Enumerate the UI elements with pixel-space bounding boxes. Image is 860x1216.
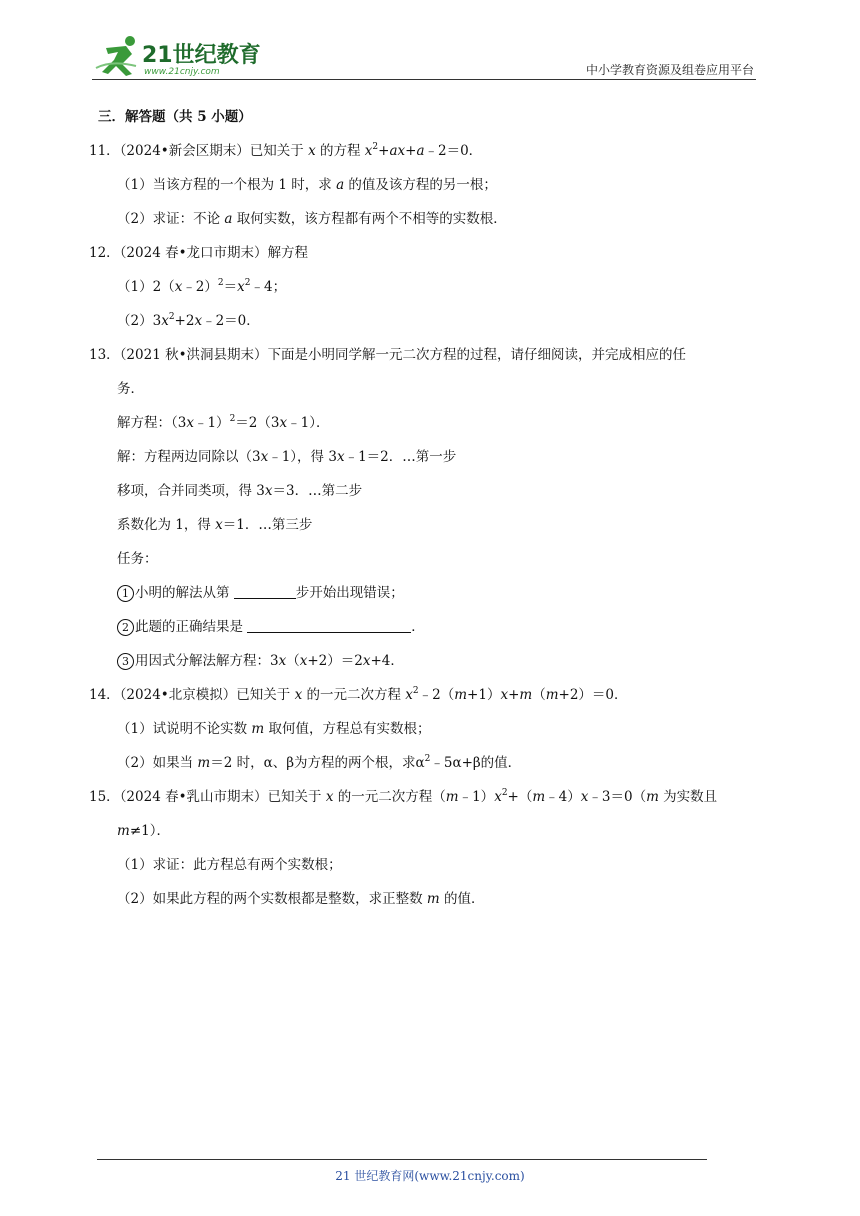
exponent: 2	[244, 278, 251, 288]
var: x	[237, 279, 245, 295]
text: （1）当该方程的一个根为 1 时，求	[117, 177, 337, 193]
logo-text: 21世纪教育	[142, 43, 261, 68]
question-11	[89, 134, 763, 236]
question-14	[89, 678, 763, 780]
text: （	[286, 653, 300, 669]
text: ﹣1）	[193, 415, 230, 431]
text: 移项，合并同类项，得 3	[117, 483, 265, 499]
var: a	[336, 177, 345, 193]
var: x	[294, 687, 303, 703]
var: a	[416, 143, 425, 159]
text: 小明的解法从第	[135, 585, 234, 601]
var: x	[215, 517, 223, 533]
text: ﹣4）	[545, 789, 581, 805]
text: （2）3	[117, 313, 162, 329]
text: 解：方程两边同除以（3	[117, 449, 261, 465]
text: 的值．	[439, 891, 485, 907]
var: x	[299, 653, 308, 669]
var: x	[362, 653, 371, 669]
text: ＝	[223, 279, 238, 295]
question-14-stem	[89, 678, 763, 712]
text: 步开始出现错误；	[295, 585, 404, 601]
var: x	[500, 687, 509, 703]
var: x	[405, 687, 413, 703]
text: ＝1．…第三步	[222, 517, 313, 533]
var: x	[174, 279, 183, 295]
var: a	[224, 211, 233, 227]
question-13-equation	[103, 406, 763, 440]
question-15-stem	[89, 780, 763, 814]
text: 的一元二次方程（	[333, 789, 446, 805]
question-13-step-3	[103, 508, 763, 542]
question-12-stem	[89, 236, 763, 270]
question-number: 14．	[89, 687, 120, 703]
var: x	[264, 483, 273, 499]
footer-link[interactable]: 21 世纪教育网(www.21cnjy.com)	[335, 1169, 525, 1183]
exponent: 2	[168, 312, 175, 322]
text: 的方程	[315, 143, 365, 159]
header-divider	[92, 79, 756, 80]
question-source: （2024 春•龙口市期末）	[119, 245, 268, 261]
question-13-stem-cont: 务．	[117, 381, 144, 397]
question-14-part-1	[103, 712, 763, 746]
text: （1）试说明不论实数	[117, 721, 252, 737]
question-13-task-label: 任务：	[117, 551, 158, 567]
var: x	[494, 789, 502, 805]
document-content	[89, 100, 763, 916]
var: x	[325, 789, 334, 805]
text: ﹣1）	[458, 789, 495, 805]
exponent: 2	[501, 788, 508, 798]
text: （2）求证：不论	[117, 211, 225, 227]
question-13-step-1	[103, 440, 763, 474]
text: 解方程：（3	[117, 415, 187, 431]
question-source: （2024 春•乳山市期末）	[119, 789, 268, 805]
text: ﹣2＝0．	[202, 313, 260, 329]
text: ≠1）．	[129, 823, 170, 839]
question-14-part-2	[103, 746, 763, 780]
question-source: （2021 秋•洪洞县期末）	[119, 347, 268, 363]
text: ﹣2（	[418, 687, 455, 703]
text: ﹣1＝2．…第一步	[344, 449, 457, 465]
text: 下面是小明同学解一元二次方程的过程，请仔细阅读，并完成相应的任	[267, 347, 687, 363]
footer-divider	[97, 1159, 707, 1160]
question-12-part-1	[103, 270, 763, 304]
text: +	[508, 687, 520, 703]
question-11-stem: 11．（2024•新会区期末）已知关于 x 的方程 $x^2+ax+a﹣2=0$．	[89, 142, 483, 159]
var: m	[251, 721, 265, 737]
text: ﹣3＝0（	[588, 789, 647, 805]
text: 已知关于	[249, 143, 309, 159]
text: +4．	[370, 653, 404, 669]
question-15-part-1: （1）求证：此方程总有两个实数根；	[117, 857, 342, 873]
section-title: 三．解答题（共 5 小题）	[98, 109, 252, 125]
text: +2）＝2	[307, 653, 363, 669]
answer-blank[interactable]	[247, 618, 411, 633]
text: 的一元二次方程	[302, 687, 406, 703]
text: 用因式分解法解方程：3	[135, 653, 279, 669]
text: （1）2（	[117, 279, 175, 295]
question-15-stem-cont	[103, 814, 763, 848]
text: ﹣5α+β的值．	[430, 755, 522, 771]
var: m	[454, 687, 468, 703]
text: ＝2（3	[235, 415, 280, 431]
header-platform-text: 中小学教育资源及组卷应用平台	[585, 63, 754, 77]
text: ﹣4；	[250, 279, 287, 295]
text: 已知关于	[236, 687, 295, 703]
question-11-part-2	[103, 202, 763, 236]
logo	[92, 30, 262, 80]
var: m	[545, 687, 559, 703]
question-12-part-2	[103, 304, 763, 338]
var: m	[445, 789, 459, 805]
text: ﹣1）．	[287, 415, 330, 431]
text: 取何实数，该方程都有两个不相等的实数根．	[232, 211, 507, 227]
text: 取何值，方程总有实数根；	[264, 721, 431, 737]
text: ﹣1），得 3	[268, 449, 337, 465]
text: 解方程	[267, 245, 309, 261]
question-11-part-1	[103, 168, 763, 202]
question-13-step-2	[103, 474, 763, 508]
var: m	[426, 891, 440, 907]
text: ＝3．…第二步	[272, 483, 363, 499]
var: x	[580, 789, 589, 805]
question-source: （2024•新会区期末）	[119, 143, 250, 159]
question-number: 15．	[89, 789, 120, 805]
var: x	[194, 313, 203, 329]
question-source: （2024•北京模拟）	[119, 687, 237, 703]
answer-blank[interactable]	[234, 584, 296, 599]
question-number: 13．	[89, 347, 120, 363]
text: +1）	[467, 687, 501, 703]
question-number: 11．	[89, 143, 120, 159]
text: ＝0．	[446, 143, 483, 159]
exponent: 2	[372, 142, 379, 152]
text: ＝2 时，α、β为方程的两个根，求α	[210, 755, 425, 771]
question-13-stem	[89, 338, 763, 372]
var: x	[364, 143, 373, 159]
text: 系数化为 1，得	[117, 517, 216, 533]
exponent: 2	[424, 754, 431, 764]
var: x	[279, 415, 288, 431]
text: 为实数且	[658, 789, 718, 805]
question-13	[89, 338, 763, 678]
text: （	[532, 687, 546, 703]
var: m	[519, 687, 533, 703]
text: 此题的正确结果是	[135, 619, 248, 635]
circled-number-icon: 3	[117, 653, 134, 670]
var: ax	[389, 143, 406, 159]
var: x	[161, 313, 169, 329]
var: x	[260, 449, 269, 465]
question-15-part-2	[103, 882, 763, 916]
exponent: 2	[412, 686, 419, 696]
var: m	[532, 789, 546, 805]
text: ﹣2）	[182, 279, 218, 295]
var: m	[646, 789, 659, 805]
question-13-task-3	[103, 644, 763, 678]
text: +（	[507, 789, 533, 805]
var: x	[278, 653, 287, 669]
logo-url: www.21cnjy.com	[144, 67, 220, 77]
text: 已知关于	[267, 789, 326, 805]
text: ．	[411, 619, 425, 635]
var: x	[308, 143, 316, 159]
exponent: 2	[217, 278, 224, 288]
var: x	[186, 415, 194, 431]
exponent: 2	[229, 414, 236, 424]
question-15	[89, 780, 763, 916]
question-13-task-2	[103, 610, 763, 644]
question-12	[89, 236, 763, 338]
circled-number-icon: 2	[117, 619, 134, 636]
circled-number-icon: 1	[117, 585, 134, 602]
text: （2）如果此方程的两个实数根都是整数，求正整数	[117, 891, 427, 907]
text: （2）如果当	[117, 755, 198, 771]
question-13-task-1	[103, 576, 763, 610]
var: m	[197, 755, 211, 771]
text: +2	[174, 313, 195, 329]
text: +2）＝0．	[558, 687, 628, 703]
question-number: 12．	[89, 245, 120, 261]
text: 的值及该方程的另一根；	[344, 177, 497, 193]
page-header	[92, 30, 756, 80]
runner-icon	[96, 36, 136, 76]
var: x	[336, 449, 345, 465]
var: m	[117, 823, 130, 839]
